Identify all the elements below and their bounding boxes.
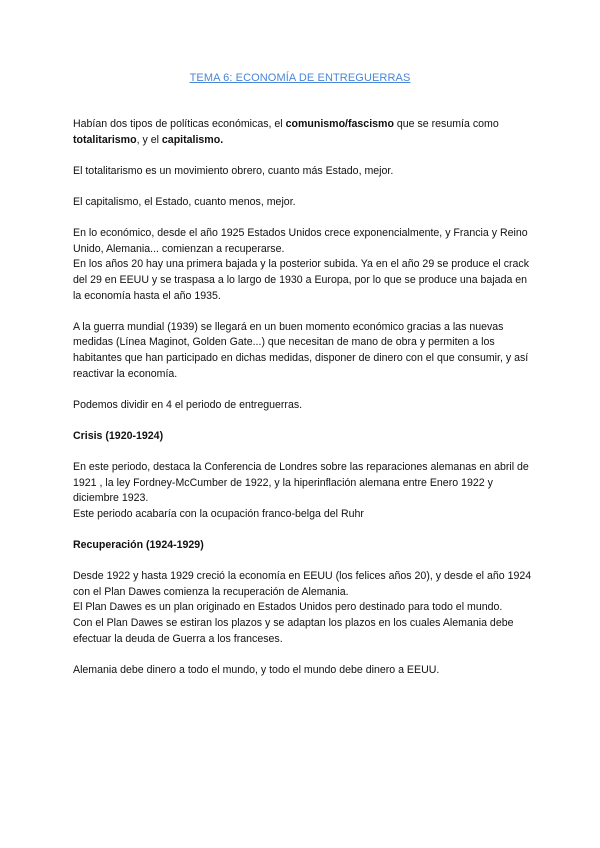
document-body (73, 117, 533, 694)
paragraph-capitalismo: El capitalismo, el Estado, cuanto menos, mejor. (73, 195, 296, 208)
paragraph-guerra: A la guerra mundial (1939) se llegará en un buen momento económico gracias a las nuevas medidas (Línea Maginot, Golden Gate...) que necesitan de mano de obra y permiten a los habitantes que han participado en dichas medidas, disponer de dinero con el que consumir, y así reactivar la economía. (73, 320, 529, 380)
intro-bold-capitalismo: capitalismo. (161, 133, 224, 146)
paragraph-crisis (73, 460, 533, 522)
paragraph-crisis-1: En este periodo, destaca la Conferencia de Londres sobre las reparaciones alemanas en abril de 1921 , la ley Fordney-McCumber de 1922, y la hiperinflación alemana entre Enero 1922 y diciembre 1923. (73, 461, 529, 505)
intro-bold-comunismo: comunismo/fascismo (285, 118, 394, 130)
intro-text-1: Habían dos tipos de políticas económicas, el (73, 118, 286, 130)
heading-recuperacion: Recuperación (1924-1929) (73, 539, 204, 552)
paragraph-crisis-2: Este periodo acabaría con la ocupación franco-belga del Ruhr (73, 507, 364, 520)
paragraph-economico-2: En los años 20 hay una primera bajada y la posterior subida. Ya en el año 29 se produce el crack del 29 en EEUU y se traspasa a lo largo de 1930 a Europa, por lo que se produce una bajada en la economía hasta el año 1935. (73, 258, 530, 302)
paragraph-totalitarismo: El totalitarismo es un movimiento obrero, cuanto más Estado, mejor. (73, 164, 394, 177)
paragraph-economico-1: En lo económico, desde el año 1925 Estados Unidos crece exponencialmente, y Francia y Reino Unido, Alemania... comienzan a recuperarse. (73, 227, 528, 255)
paragraph-recuperacion (73, 569, 533, 647)
paragraph-recuperacion-2: El Plan Dawes es un plan originado en Estados Unidos pero destinado para todo el mundo. (73, 601, 503, 614)
document-title: TEMA 6: ECONOMÍA DE ENTREGUERRAS (189, 72, 411, 84)
paragraph-deuda: Alemania debe dinero a todo el mundo, y todo el mundo debe dinero a EEUU. (73, 663, 440, 676)
heading-crisis: Crisis (1920-1924) (73, 429, 164, 442)
intro-text-3: , y el (136, 133, 162, 146)
intro-bold-totalitarismo: totalitarismo (73, 133, 137, 146)
paragraph-recuperacion-1: Desde 1922 y hasta 1929 creció la economía en EEUU (los felices años 20), y desde el año 1924 con el Plan Dawes comienza la recuperación de Alemania. (73, 570, 532, 598)
intro-text-2: que se resumía como (393, 118, 499, 130)
paragraph-economico (73, 226, 533, 304)
paragraph-dividir: Podemos dividir en 4 el periodo de entreguerras. (73, 398, 303, 411)
intro-paragraph (73, 117, 533, 148)
paragraph-recuperacion-3: Con el Plan Dawes se estiran los plazos y se adaptan los plazos en los cuales Alemania debe efectuar la deuda de Guerra a los franceses. (73, 617, 514, 645)
